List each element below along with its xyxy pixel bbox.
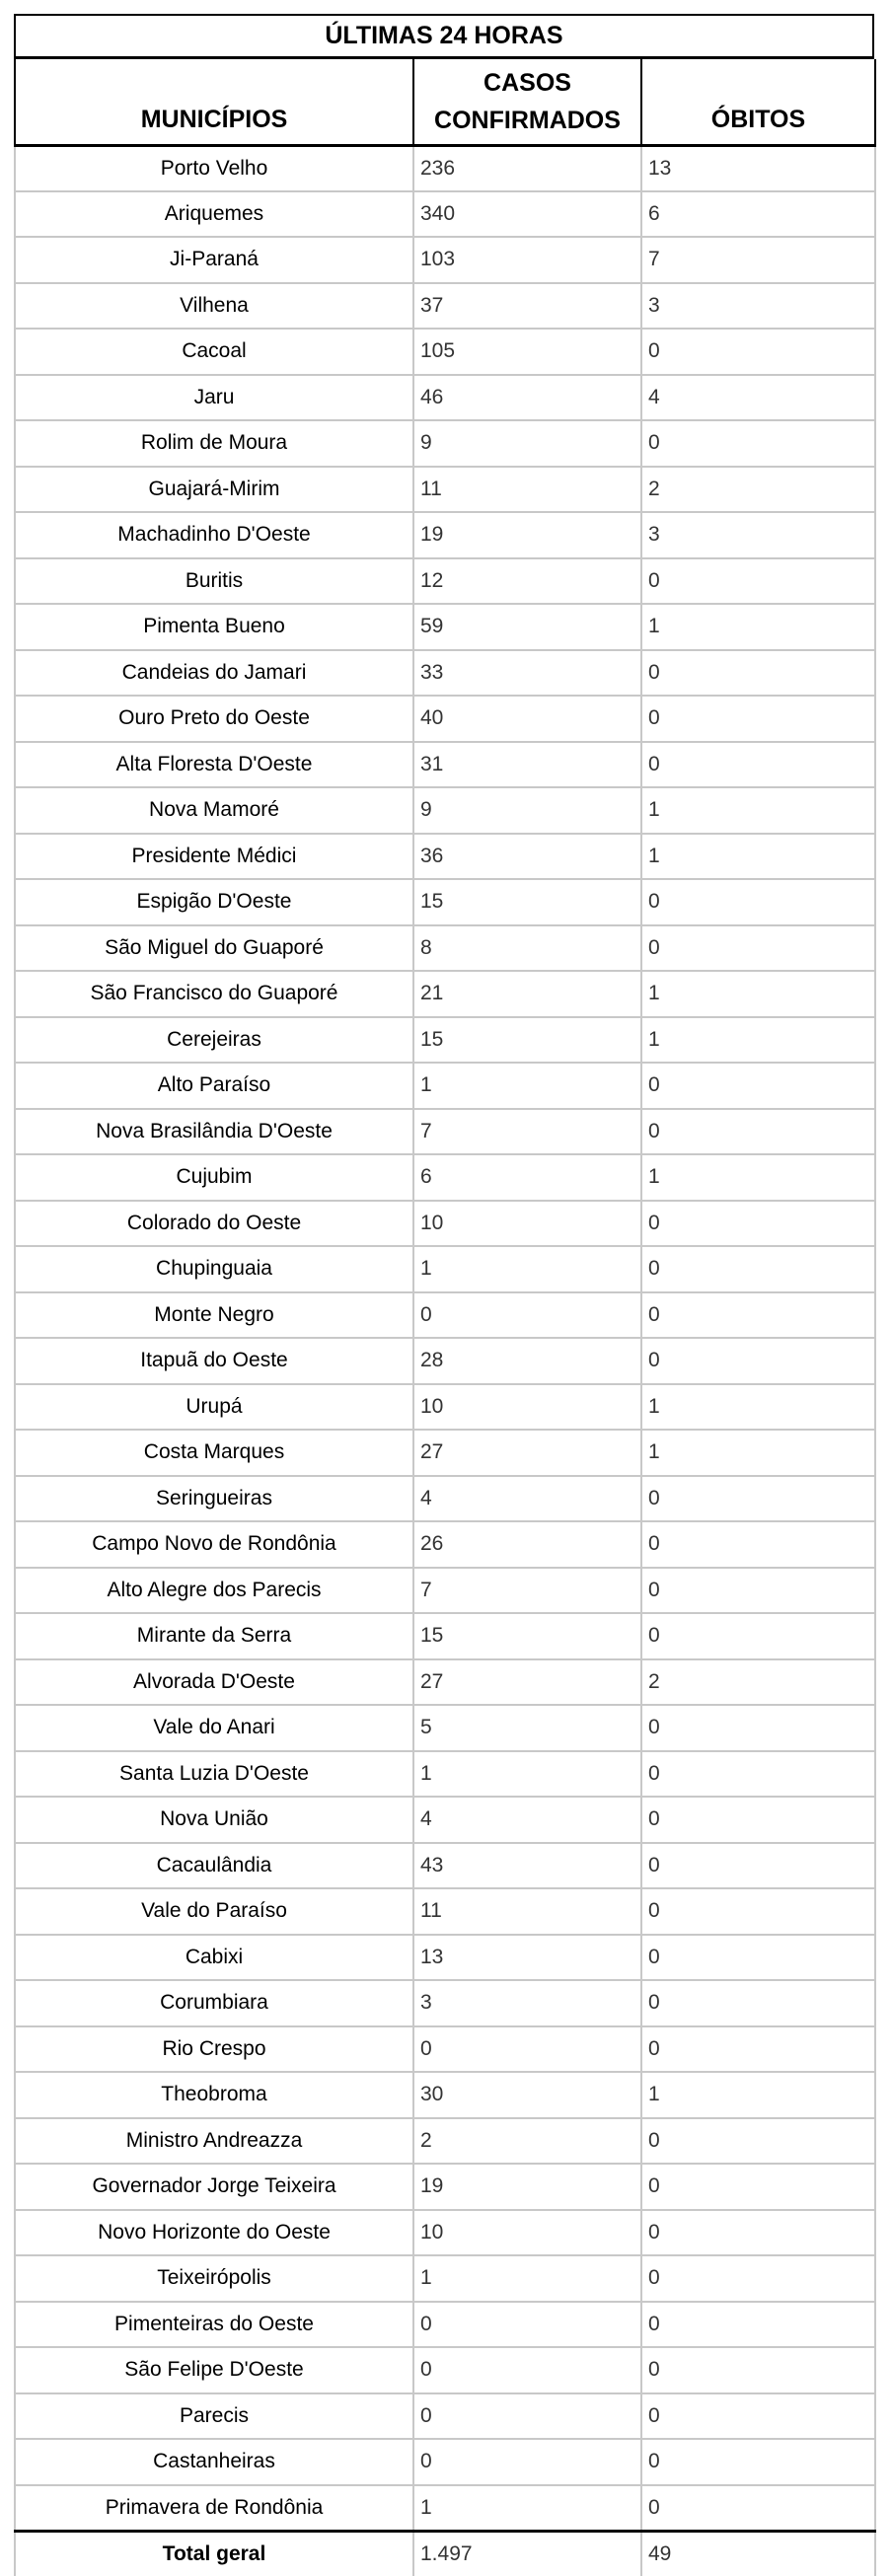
municipio-cell: Alto Alegre dos Parecis [15,1568,413,1614]
table-row [15,1797,875,1843]
municipio-cell: Campo Novo de Rondônia [15,1521,413,1568]
casos-cell: 30 [413,2072,641,2118]
obitos-cell: 1 [641,834,875,880]
casos-cell: 59 [413,604,641,650]
municipio-cell: Ouro Preto do Oeste [15,696,413,742]
casos-cell: 6 [413,1154,641,1201]
casos-cell: 15 [413,1613,641,1659]
casos-cell: 12 [413,558,641,605]
obitos-cell: 0 [641,1476,875,1522]
table-row [15,558,875,605]
obitos-cell: 3 [641,283,875,330]
table-row [15,1430,875,1476]
casos-cell: 19 [413,2164,641,2210]
casos-cell: 103 [413,237,641,283]
obitos-cell: 1 [641,1154,875,1201]
casos-cell: 10 [413,2210,641,2256]
table-row [15,2302,875,2348]
municipio-cell: Guajará-Mirim [15,467,413,513]
table-row [15,2393,875,2440]
casos-cell: 28 [413,1338,641,1384]
casos-cell: 8 [413,925,641,972]
casos-cell: 26 [413,1521,641,1568]
casos-cell: 27 [413,1659,641,1706]
obitos-cell: 0 [641,696,875,742]
table-row [15,1659,875,1706]
municipio-cell: Ji-Paraná [15,237,413,283]
obitos-cell: 0 [641,2485,875,2532]
casos-cell: 236 [413,145,641,191]
municipio-cell: Vale do Anari [15,1705,413,1751]
table-row [15,237,875,283]
casos-cell: 13 [413,1935,641,1981]
casos-cell: 1 [413,1063,641,1109]
casos-cell: 27 [413,1430,641,1476]
casos-cell: 37 [413,283,641,330]
total-obitos: 49 [641,2531,875,2576]
municipio-cell: Chupinguaia [15,1246,413,1292]
municipio-cell: Nova Brasilândia D'Oeste [15,1109,413,1155]
table-row [15,1888,875,1935]
obitos-cell: 1 [641,2072,875,2118]
obitos-cell: 0 [641,1888,875,1935]
casos-cell: 1 [413,2255,641,2302]
municipio-cell: Ministro Andreazza [15,2118,413,2165]
obitos-cell: 0 [641,879,875,925]
header-casos [413,59,641,145]
casos-cell: 5 [413,1705,641,1751]
table-row [15,420,875,467]
table-row [15,2026,875,2073]
obitos-cell: 0 [641,1109,875,1155]
obitos-cell: 0 [641,1246,875,1292]
table-row [15,1568,875,1614]
obitos-cell: 0 [641,2255,875,2302]
obitos-cell: 0 [641,2302,875,2348]
municipio-cell: Colorado do Oeste [15,1201,413,1247]
table-row [15,145,875,191]
header-obitos: ÓBITOS [641,59,875,145]
header-municipios: MUNICÍPIOS [15,59,413,145]
table-row [15,2347,875,2393]
obitos-cell: 7 [641,237,875,283]
obitos-cell: 0 [641,1292,875,1339]
casos-cell: 10 [413,1201,641,1247]
municipio-cell: Candeias do Jamari [15,650,413,697]
municipio-cell: Porto Velho [15,145,413,191]
obitos-cell: 0 [641,1613,875,1659]
municipio-cell: Ariquemes [15,191,413,238]
obitos-cell: 2 [641,1659,875,1706]
municipio-cell: São Felipe D'Oeste [15,2347,413,2393]
obitos-cell: 0 [641,2393,875,2440]
casos-cell: 2 [413,2118,641,2165]
obitos-cell: 0 [641,558,875,605]
casos-cell: 4 [413,1476,641,1522]
obitos-cell: 1 [641,1384,875,1431]
table-row [15,1843,875,1889]
municipio-cell: São Francisco do Guaporé [15,971,413,1017]
casos-cell: 0 [413,2439,641,2485]
casos-cell: 11 [413,1888,641,1935]
obitos-cell: 0 [641,420,875,467]
casos-cell: 33 [413,650,641,697]
table-row [15,467,875,513]
municipio-cell: Urupá [15,1384,413,1431]
municipio-cell: Santa Luzia D'Oeste [15,1751,413,1798]
table-row [15,1109,875,1155]
table-row [15,925,875,972]
casos-cell: 15 [413,879,641,925]
casos-cell: 1 [413,2485,641,2532]
obitos-cell: 0 [641,1797,875,1843]
table-row [15,1705,875,1751]
municipio-cell: Vilhena [15,283,413,330]
obitos-cell: 0 [641,1063,875,1109]
obitos-cell: 0 [641,1935,875,1981]
casos-cell: 0 [413,2347,641,2393]
municipio-cell: Corumbiara [15,1980,413,2026]
municipio-cell: Espigão D'Oeste [15,879,413,925]
municipio-cell: Mirante da Serra [15,1613,413,1659]
municipio-cell: Vale do Paraíso [15,1888,413,1935]
table-row [15,2255,875,2302]
municipio-cell: Costa Marques [15,1430,413,1476]
municipio-cell: Teixeirópolis [15,2255,413,2302]
table-row [15,191,875,238]
casos-cell: 7 [413,1109,641,1155]
table-row [15,604,875,650]
table-row [15,329,875,375]
casos-cell: 19 [413,512,641,558]
casos-cell: 340 [413,191,641,238]
header-row [15,59,875,145]
obitos-cell: 0 [641,1751,875,1798]
header-casos-line1: CASOS [483,68,571,97]
obitos-cell: 0 [641,2439,875,2485]
municipio-cell: Presidente Médici [15,834,413,880]
municipio-cell: Alvorada D'Oeste [15,1659,413,1706]
obitos-cell: 0 [641,2347,875,2393]
municipio-cell: Cujubim [15,1154,413,1201]
obitos-cell: 1 [641,787,875,834]
obitos-cell: 0 [641,1843,875,1889]
casos-cell: 1 [413,1751,641,1798]
casos-cell: 9 [413,787,641,834]
casos-cell: 31 [413,742,641,788]
casos-cell: 40 [413,696,641,742]
municipio-cell: Itapuã do Oeste [15,1338,413,1384]
obitos-cell: 3 [641,512,875,558]
municipio-cell: Rolim de Moura [15,420,413,467]
table-row [15,2439,875,2485]
table-row [15,1980,875,2026]
municipio-cell: Cacaulândia [15,1843,413,1889]
casos-cell: 46 [413,375,641,421]
data-table [14,59,876,2576]
table-row [15,971,875,1017]
obitos-cell: 1 [641,1430,875,1476]
municipio-cell: Governador Jorge Teixeira [15,2164,413,2210]
casos-cell: 21 [413,971,641,1017]
casos-cell: 11 [413,467,641,513]
table-row [15,1935,875,1981]
total-label: Total geral [15,2531,413,2576]
casos-cell: 15 [413,1017,641,1064]
total-casos: 1.497 [413,2531,641,2576]
table-title: ÚLTIMAS 24 HORAS [14,14,874,59]
table-row [15,1017,875,1064]
municipio-cell: Theobroma [15,2072,413,2118]
table-row [15,2118,875,2165]
table-row [15,834,875,880]
obitos-cell: 0 [641,742,875,788]
casos-cell: 36 [413,834,641,880]
obitos-cell: 0 [641,650,875,697]
covid-table-sheet [14,14,874,2576]
table-row [15,1063,875,1109]
table-row [15,1338,875,1384]
obitos-cell: 0 [641,2026,875,2073]
municipio-cell: Buritis [15,558,413,605]
casos-cell: 0 [413,2393,641,2440]
table-row [15,1292,875,1339]
obitos-cell: 0 [641,329,875,375]
casos-cell: 1 [413,1246,641,1292]
obitos-cell: 0 [641,2210,875,2256]
municipio-cell: São Miguel do Guaporé [15,925,413,972]
header-casos-line2: CONFIRMADOS [434,106,621,134]
obitos-cell: 1 [641,1017,875,1064]
obitos-cell: 13 [641,145,875,191]
table-row [15,696,875,742]
casos-cell: 9 [413,420,641,467]
municipio-cell: Novo Horizonte do Oeste [15,2210,413,2256]
obitos-cell: 0 [641,1705,875,1751]
table-row [15,1384,875,1431]
municipio-cell: Parecis [15,2393,413,2440]
casos-cell: 3 [413,1980,641,2026]
municipio-cell: Cabixi [15,1935,413,1981]
table-row [15,2485,875,2532]
municipio-cell: Nova Mamoré [15,787,413,834]
municipio-cell: Primavera de Rondônia [15,2485,413,2532]
table-row [15,787,875,834]
obitos-cell: 0 [641,925,875,972]
table-row [15,1154,875,1201]
table-row [15,2164,875,2210]
casos-cell: 0 [413,2026,641,2073]
municipio-cell: Seringueiras [15,1476,413,1522]
municipio-cell: Castanheiras [15,2439,413,2485]
municipio-cell: Cerejeiras [15,1017,413,1064]
table-row [15,2210,875,2256]
municipio-cell: Pimenteiras do Oeste [15,2302,413,2348]
table-row [15,1476,875,1522]
obitos-cell: 0 [641,1568,875,1614]
casos-cell: 0 [413,2302,641,2348]
obitos-cell: 2 [641,467,875,513]
casos-cell: 0 [413,1292,641,1339]
table-row [15,512,875,558]
municipio-cell: Monte Negro [15,1292,413,1339]
municipio-cell: Machadinho D'Oeste [15,512,413,558]
casos-cell: 4 [413,1797,641,1843]
casos-cell: 10 [413,1384,641,1431]
obitos-cell: 1 [641,604,875,650]
obitos-cell: 1 [641,971,875,1017]
table-row [15,1613,875,1659]
obitos-cell: 6 [641,191,875,238]
municipio-cell: Jaru [15,375,413,421]
table-row [15,879,875,925]
casos-cell: 7 [413,1568,641,1614]
casos-cell: 43 [413,1843,641,1889]
obitos-cell: 0 [641,2118,875,2165]
obitos-cell: 0 [641,1521,875,1568]
table-row [15,650,875,697]
obitos-cell: 0 [641,2164,875,2210]
total-row [15,2531,875,2576]
table-row [15,1246,875,1292]
table-row [15,742,875,788]
municipio-cell: Cacoal [15,329,413,375]
municipio-cell: Nova União [15,1797,413,1843]
obitos-cell: 0 [641,1201,875,1247]
table-row [15,1201,875,1247]
municipio-cell: Pimenta Bueno [15,604,413,650]
table-row [15,1751,875,1798]
obitos-cell: 0 [641,1980,875,2026]
table-row [15,2072,875,2118]
municipio-cell: Alto Paraíso [15,1063,413,1109]
municipio-cell: Rio Crespo [15,2026,413,2073]
table-row [15,283,875,330]
municipio-cell: Alta Floresta D'Oeste [15,742,413,788]
obitos-cell: 4 [641,375,875,421]
casos-cell: 105 [413,329,641,375]
table-row [15,375,875,421]
obitos-cell: 0 [641,1338,875,1384]
table-row [15,1521,875,1568]
